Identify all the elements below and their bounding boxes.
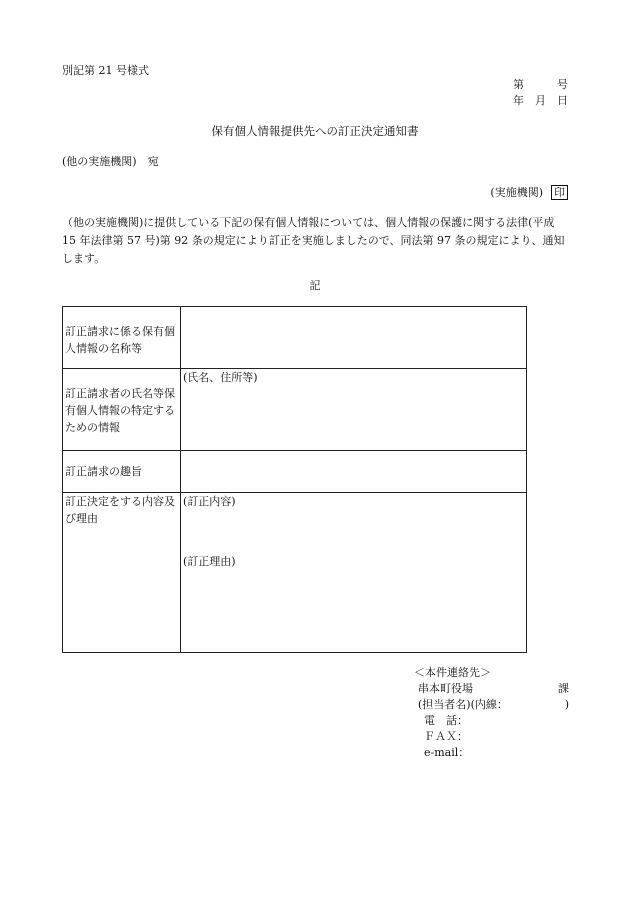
document-number: 第 号 bbox=[513, 78, 568, 91]
addressee: (他の実施機関) 宛 bbox=[62, 155, 159, 168]
table-row bbox=[63, 369, 527, 451]
ki-heading: 記 bbox=[309, 279, 321, 292]
table-row bbox=[63, 493, 527, 653]
sender-label: (実施機関) bbox=[490, 186, 543, 199]
table-row bbox=[63, 307, 527, 369]
seal-mark: 印 bbox=[551, 185, 568, 200]
form-number: 別記第 21 号様式 bbox=[62, 64, 149, 77]
body-text: （他の実施機関)に提供している下記の保有個人情報については、個人情報の保護に関する法律(平成 15 年法律第 57 号)第 92 条の規定により訂正を実施しましたので、同法第 97 条の規定により、通知します。 bbox=[62, 216, 565, 265]
contact-block bbox=[414, 665, 569, 761]
correction-content-label: (訂正内容) bbox=[183, 495, 236, 508]
table-row bbox=[63, 451, 527, 493]
row1-value bbox=[181, 307, 527, 369]
contact-email: e-mail： bbox=[424, 746, 470, 759]
row4-label: 訂正決定をする内容及び理由 bbox=[63, 493, 181, 653]
contact-heading: ＜本件連絡先＞ bbox=[414, 666, 491, 679]
row3-value bbox=[181, 451, 527, 493]
row4-value bbox=[181, 493, 527, 653]
notice-table bbox=[62, 306, 527, 653]
row2-value: (氏名、住所等) bbox=[181, 369, 527, 451]
contact-person: (担当者名)(内線： bbox=[418, 698, 508, 711]
document-date: 年 月 日 bbox=[513, 94, 568, 107]
contact-person-row bbox=[414, 697, 569, 713]
contact-office: 串本町役場 bbox=[418, 682, 473, 695]
correction-reason-label: (訂正理由) bbox=[183, 555, 236, 568]
contact-section: 課 bbox=[558, 682, 569, 695]
row1-label: 訂正請求に係る保有個人情報の名称等 bbox=[63, 307, 181, 369]
contact-person-close: ) bbox=[564, 698, 569, 711]
contact-fax: ＦＡＸ： bbox=[424, 730, 468, 743]
row3-label: 訂正請求の趣旨 bbox=[63, 451, 181, 493]
sender-line bbox=[490, 185, 568, 200]
contact-phone: 電 話： bbox=[424, 714, 468, 727]
row2-label: 訂正請求者の氏名等保有個人情報の特定するための情報 bbox=[63, 369, 181, 451]
document-title: 保有個人情報提供先への訂正決定通知書 bbox=[211, 124, 419, 138]
contact-office-row bbox=[414, 681, 569, 697]
